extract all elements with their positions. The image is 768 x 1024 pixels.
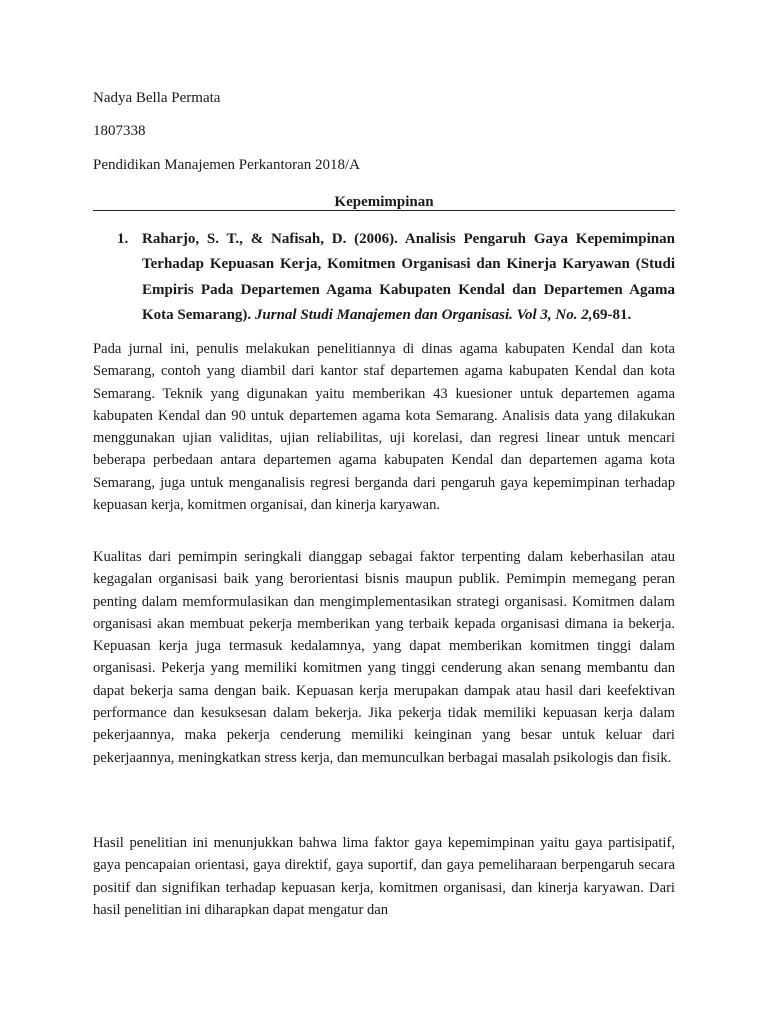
author-name: Nadya Bella Permata (93, 90, 221, 106)
document-title: Kepemimpinan (334, 194, 434, 210)
title-divider (93, 210, 675, 211)
reference-citation (142, 227, 675, 328)
study-program: Pendidikan Manajemen Perkantoran 2018/A (93, 157, 361, 173)
reference-journal: Jurnal Studi Manajemen dan Organisasi. Vol 3, No. 2, (254, 306, 593, 323)
reference-entry (117, 227, 675, 328)
paragraph-summary: Pada jurnal ini, penulis melakukan penelitiannya di dinas agama kabupaten Kendal dan kota Semarang, contoh yang diambil dari kantor staf departemen agama kabupaten Kendal dan kota Semarang. Teknik yang digunakan yaitu memberikan 43 kuesioner untuk departemen agama kabupaten Kendal dan 90 untuk departemen agama kota Semarang. Analisis data yang dilakukan menggunakan ujian validitas, ujian reliabilitas, uji korelasi, dan regresi linear untuk mencari beberapa perbedaan antara departemen agama kabupaten Kendal dan departemen agama kota Semarang, juga untuk menganalisis regresi berganda dari pengaruh gaya kepemimpinan terhadap kepuasan kerja, komitmen organisai, dan kinerja karyawan. (93, 341, 675, 514)
student-id: 1807338 (93, 123, 146, 139)
reference-pages: 69-81. (592, 306, 632, 323)
paragraph-results: Hasil penelitian ini menunjukkan bahwa lima faktor gaya kepemimpinan yaitu gaya partisipatif, gaya pencapaian orientasi, gaya direktif, gaya suportif, dan gaya pemeliharaan berpengaruh secara positif dan signifikan terhadap kepuasan kerja, komitmen organisasi, dan kinerja karyawan. Dari hasil penelitian ini diharapkan dapat mengatur dan (93, 835, 675, 918)
reference-number: 1. (117, 231, 129, 247)
reference-authors-title: Raharjo, S. T., & Nafisah, D. (2006). Analisis Pengaruh Gaya Kepemimpinan Terhadap Kepuasan Kerja, Komitmen Organisasi dan Kinerja Karyawan (Studi Empiris Pada Departemen Agama Kabupaten Kendal dan Departemen Agama Kota Semarang). (142, 231, 675, 323)
paragraph-leadership: Kualitas dari pemimpin seringkali dianggap sebagai faktor terpenting dalam keberhasilan atau kegagalan organisasi baik yang berorientasi bisnis maupun publik. Pemimpin memegang peran penting dalam memformulasikan dan mengimplementasikan strategi organisasi. Komitmen dalam organisasi akan membuat pekerja memberikan yang terbaik kepada organisasi dimana ia bekerja. Kepuasan kerja juga termasuk kedalamnya, yang dapat memberikan komitmen tinggi dalam organisasi. Pekerja yang memiliki komitmen yang tinggi cenderung akan senang membantu dan dapat bekerja sama dengan baik. Kepuasan kerja merupakan dampak atau hasil dari keefektivan performance dan kesuksesan dalam bekerja. Jika pekerja tidak memiliki kepuasan kerja dalam pekerjaannya, maka pekerja cenderung memiliki keinginan yang besar untuk keluar dari pekerjaannya, meningkatkan stress kerja, dan memunculkan berbagai masalah psikologis dan fisik. (93, 549, 675, 766)
